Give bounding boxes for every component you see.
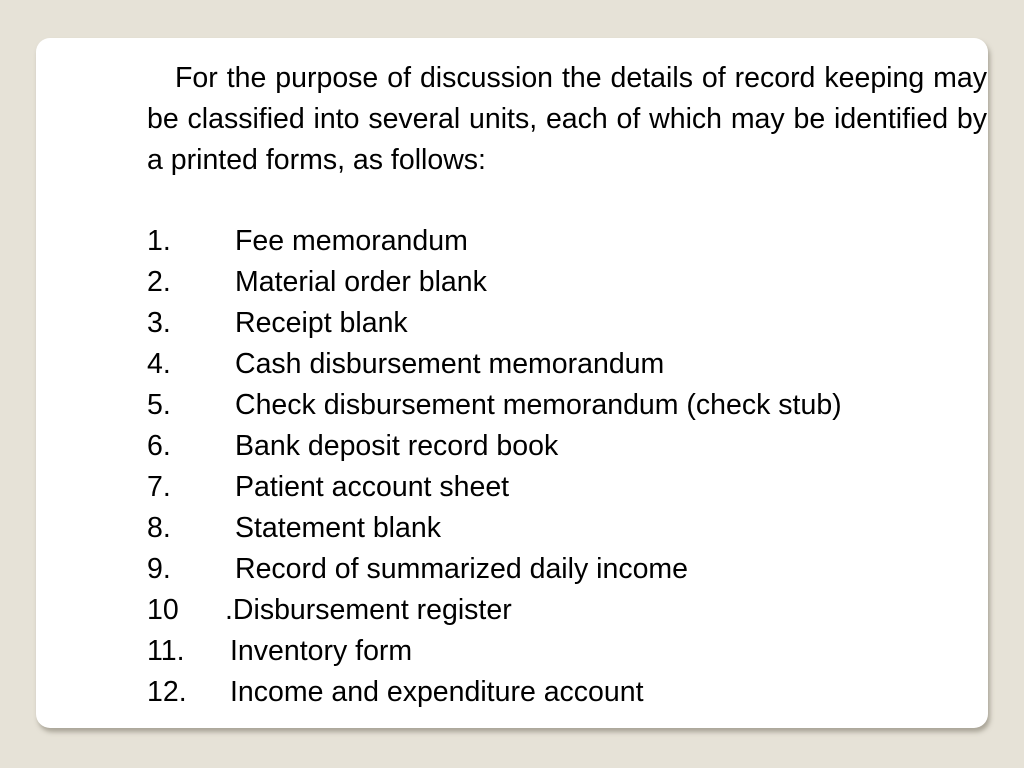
list-item-label: Record of summarized daily income — [235, 553, 689, 585]
list-item-label: Inventory form — [230, 635, 413, 667]
list-item — [147, 590, 987, 631]
list-item — [147, 426, 987, 467]
list-item-label: Material order blank — [235, 266, 487, 298]
list-item-number: 6. — [147, 430, 171, 462]
intro-paragraph: For the purpose of discussion the details of record keeping may be classified into several units, each of which may be identified by a printed forms, as follows: — [147, 62, 987, 176]
list-item — [147, 549, 987, 590]
list-item-number: 9. — [147, 553, 171, 585]
list-item — [147, 631, 987, 672]
list-item — [147, 467, 987, 508]
list-item-label: Patient account sheet — [235, 471, 510, 503]
list-item-number: 8. — [147, 512, 171, 544]
slide-card — [36, 38, 988, 728]
list-item-label: Income and expenditure account — [230, 676, 644, 708]
list-item — [147, 303, 987, 344]
list-item-number: 4. — [147, 348, 171, 380]
list-item-number: 1. — [147, 225, 171, 257]
list-item-number: 12. — [147, 676, 187, 708]
list-item-number: 3. — [147, 307, 171, 339]
list-item-number: 5. — [147, 389, 171, 421]
list-item-label: Statement blank — [235, 512, 441, 544]
list-item-number: 11. — [147, 635, 185, 667]
list-item-number: 7. — [147, 471, 171, 503]
list-item-number: 10 — [147, 594, 179, 626]
list-item-label: .Disbursement register — [225, 594, 512, 626]
list-item-label: Check disbursement memorandum (check stub) — [235, 389, 842, 421]
list-item-label: Bank deposit record book — [235, 430, 559, 462]
list-item — [147, 344, 987, 385]
form-list — [147, 221, 987, 713]
list-item — [147, 672, 987, 713]
list-item — [147, 262, 987, 303]
list-item — [147, 221, 987, 262]
list-item — [147, 508, 987, 549]
list-item — [147, 385, 987, 426]
list-item-label: Fee memorandum — [235, 225, 468, 257]
list-item-label: Cash disbursement memorandum — [235, 348, 665, 380]
list-item-number: 2. — [147, 266, 171, 298]
list-item-label: Receipt blank — [235, 307, 408, 339]
